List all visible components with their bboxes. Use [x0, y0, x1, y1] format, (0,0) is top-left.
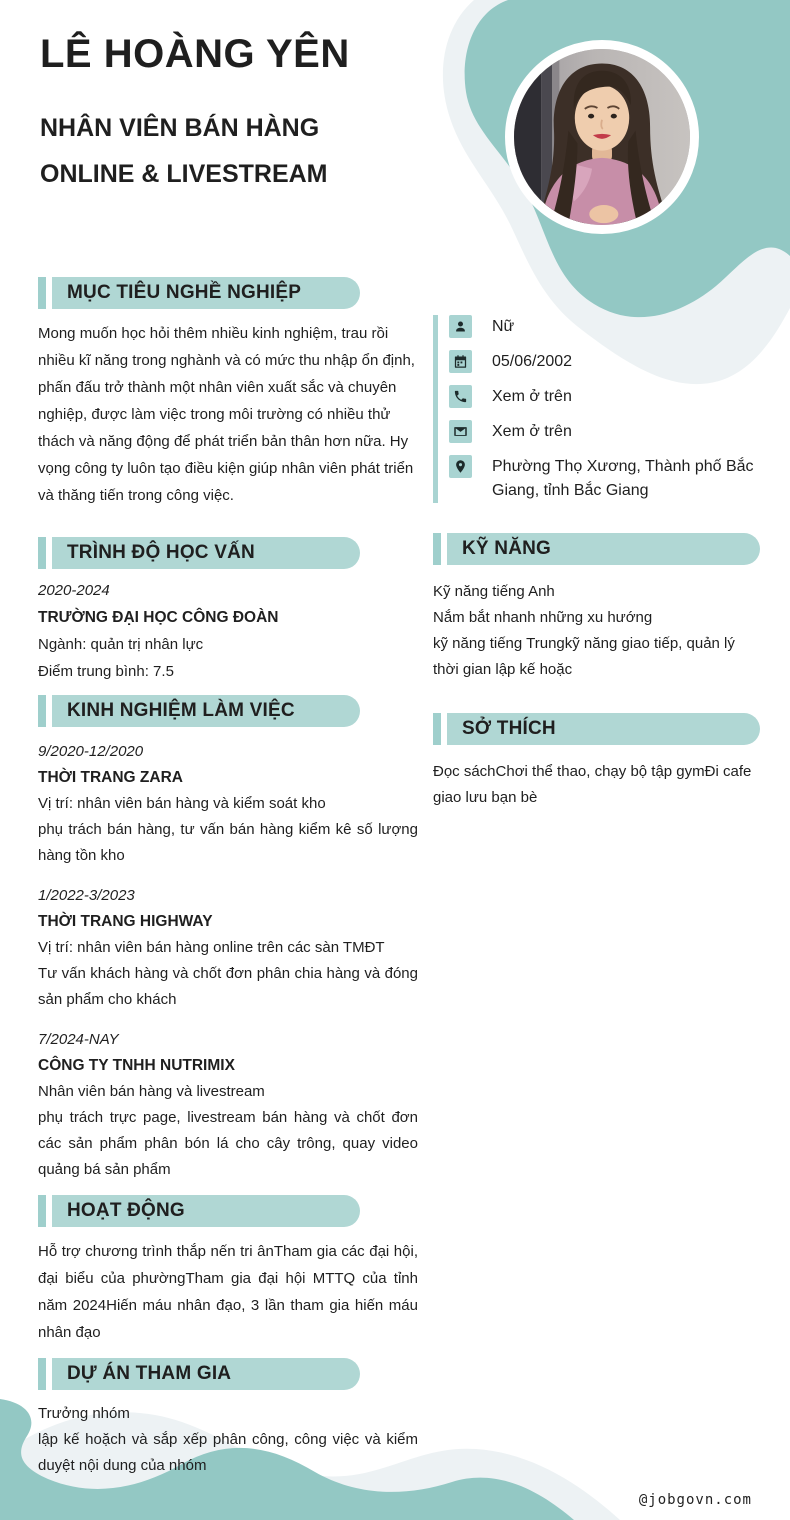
left-column [38, 30, 418, 1479]
section-accent-bar [38, 695, 46, 727]
section-accent-bar [38, 537, 46, 569]
section-header-projects [38, 1358, 360, 1390]
candidate-title [38, 105, 418, 197]
info-value-gender: Nữ [492, 318, 515, 335]
section-title-objective: MỤC TIÊU NGHỀ NGHIỆP [52, 277, 360, 309]
section-header-education [38, 537, 360, 569]
skills-list [433, 579, 760, 683]
person-icon [449, 315, 472, 338]
skill-item: kỹ năng tiếng Trungkỹ năng giao tiếp, quản lý thời gian lập kế hoặc [433, 635, 735, 678]
job-entry [38, 1027, 418, 1183]
section-title-activities: HOẠT ĐỘNG [52, 1195, 360, 1227]
project-role: Trưởng nhóm [38, 1405, 130, 1422]
section-accent-bar [38, 1358, 46, 1390]
education-gpa: Điểm trung bình: 7.5 [38, 663, 174, 680]
phone-icon [449, 385, 472, 408]
activities-text: Hỗ trợ chương trình thắp nến tri ânTham gia các đại hội, đại biểu của phườngTham gia đại hội MTTQ của tỉnh năm 2024Hiến máu nhân đạo, 3 lần tham gia hiến máu nhân đạo [38, 1243, 418, 1341]
job-position: Nhân viên bán hàng và livestream [38, 1083, 265, 1100]
calendar-icon [449, 350, 472, 373]
watermark-handle: @jobgovn.com [638, 1492, 752, 1508]
job-description: Tư vấn khách hàng và chốt đơn phân chia hàng và đóng sản phẩm cho khách [38, 965, 418, 1008]
info-value-email: Xem ở trên [492, 423, 572, 440]
project-entry [38, 1401, 418, 1479]
info-value-birthdate: 05/06/2002 [492, 353, 573, 370]
envelope-icon [449, 420, 472, 443]
info-value-address: Phường Thọ Xương, Thành phố Bắc Giang, tỉnh Bắc Giang [492, 458, 754, 499]
job-period: 1/2022-3/2023 [38, 887, 135, 904]
job-period: 9/2020-12/2020 [38, 743, 144, 760]
skill-item: Nắm bắt nhanh những xu hướng [433, 609, 653, 626]
education-school: TRƯỜNG ĐẠI HỌC CÔNG ĐOÀN [38, 609, 279, 626]
portrait-illustration [514, 49, 690, 225]
candidate-title-line1: NHÂN VIÊN BÁN HÀNG [40, 114, 320, 142]
job-position: Vị trí: nhân viên bán hàng và kiểm soát kho [38, 795, 326, 812]
location-icon [449, 455, 472, 478]
info-row-phone [449, 385, 760, 409]
job-description: phụ trách bán hàng, tư vấn bán hàng kiểm kê số lượng hàng tồn kho [38, 821, 418, 864]
education-major: Ngành: quản trị nhân lực [38, 636, 204, 653]
section-title-skills: KỸ NĂNG [447, 533, 760, 565]
job-position: Vị trí: nhân viên bán hàng online trên các sàn TMĐT [38, 939, 385, 956]
interests-text: Đọc sáchChơi thể thao, chạy bộ tập gymĐi cafe giao lưu bạn bè [433, 763, 752, 806]
personal-info-block [433, 315, 760, 503]
candidate-title-line2: ONLINE & LIVESTREAM [40, 160, 328, 188]
info-row-address [449, 455, 760, 503]
section-title-projects: DỰ ÁN THAM GIA [52, 1358, 360, 1390]
section-header-activities [38, 1195, 360, 1227]
section-title-education: TRÌNH ĐỘ HỌC VẤN [52, 537, 360, 569]
info-row-gender [449, 315, 760, 339]
candidate-name: LÊ HOÀNG YÊN [40, 32, 350, 76]
section-header-experience [38, 695, 360, 727]
section-accent-bar [38, 1195, 46, 1227]
section-title-experience: KINH NGHIỆM LÀM VIỆC [52, 695, 360, 727]
section-header-skills [433, 533, 760, 565]
education-entry [38, 577, 418, 685]
project-description: lập kế hoặch và sắp xếp phân công, công việc và kiểm duyệt nội dung của nhóm [38, 1431, 418, 1474]
job-period: 7/2024-NAY [38, 1031, 119, 1048]
skill-item: Kỹ năng tiếng Anh [433, 583, 555, 600]
objective-text: Mong muốn học hỏi thêm nhiều kinh nghiệm, trau rồi nhiều kĩ năng trong nghành và có mức thu nhập ổn định, phấn đấu trở thành một nhân viên xuất sắc và chuyên nghiệp, được làm việc trong môi trường có nhiều thử thách và năng động để phát triển bản thân hơn nữa. Hy vọng công ty luôn tạo điều kiện giúp nhân viên phát triển và thăng tiến trong công việc. [38, 325, 415, 504]
section-title-interests: SỞ THÍCH [447, 713, 760, 745]
info-row-birthdate [449, 350, 760, 374]
right-column [433, 315, 760, 811]
section-header-objective [38, 277, 360, 309]
job-company: THỜI TRANG HIGHWAY [38, 913, 213, 930]
job-company: THỜI TRANG ZARA [38, 769, 183, 786]
job-entry [38, 739, 418, 869]
profile-photo [505, 40, 699, 234]
job-description: phụ trách trực page, livestream bán hàng và chốt đơn các sản phẩm phân bón lá cho cây trông, quay video quảng bá sản phẩm [38, 1109, 418, 1178]
education-period: 2020-2024 [38, 582, 110, 599]
info-value-phone: Xem ở trên [492, 388, 572, 405]
section-header-interests [433, 713, 760, 745]
section-accent-bar [433, 533, 441, 565]
section-accent-bar [433, 713, 441, 745]
job-company: CÔNG TY TNHH NUTRIMIX [38, 1057, 235, 1074]
job-entry [38, 883, 418, 1013]
section-accent-bar [38, 277, 46, 309]
info-row-email [449, 420, 760, 444]
